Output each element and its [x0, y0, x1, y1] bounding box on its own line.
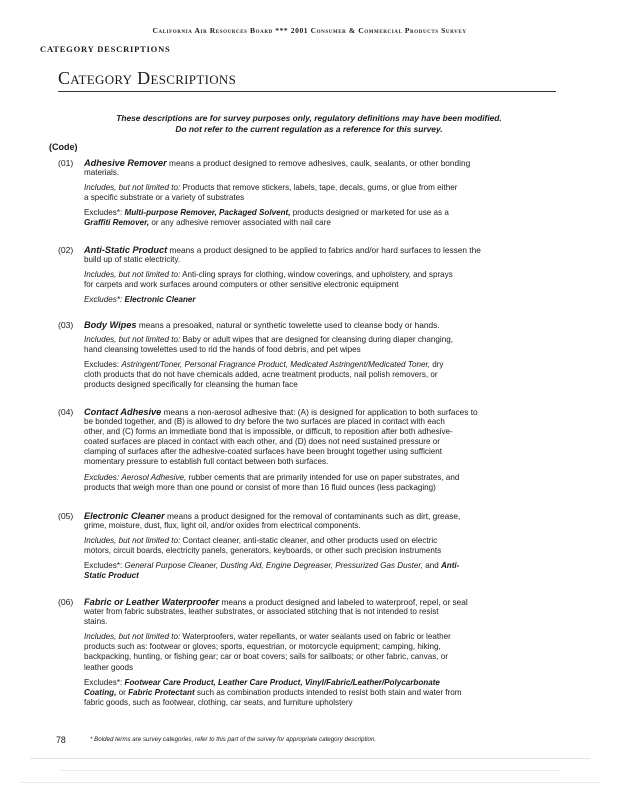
- category-06: [58, 597, 556, 708]
- excludes-cont: products that weigh more than one pound or consist of more than 16 fluid ounces (less packaging): [84, 482, 436, 492]
- title-rule: [58, 91, 556, 92]
- category-code: (02): [58, 245, 74, 255]
- category-02: [58, 245, 556, 305]
- category-term: Anti-Static Product: [84, 245, 168, 255]
- notice-block: [60, 113, 558, 135]
- codes-heading: (Code): [49, 142, 78, 152]
- notice-line-2: Do not refer to the current regulation as a reference for this survey.: [175, 124, 443, 134]
- category-term: Body Wipes: [84, 320, 137, 330]
- category-03: [58, 320, 556, 391]
- category-code: (03): [58, 320, 74, 330]
- excludes-cont-2: products designed specifically for cleansing the human face: [84, 380, 298, 390]
- includes-line: backpacking, hunting, or fishing gear; car or boat covers; sails for sailboats; or other fabric, canvas, or: [84, 652, 448, 662]
- excludes-cont: Coating, or Fabric Protectant such as combination products intended to resist both stain and water from: [84, 687, 462, 697]
- category-code: (05): [58, 511, 74, 521]
- definition-line: stains.: [84, 617, 108, 627]
- category-term: Electronic Cleaner: [84, 511, 165, 521]
- includes-line: Includes, but not limited to: Contact cleaner, anti-static cleaner, and other products used on electric: [84, 536, 438, 546]
- category-definition: means a product designed to remove adhesives, caulk, sealants, or other bonding: [169, 158, 471, 168]
- category-term: Fabric or Leather Waterproofer: [84, 597, 220, 607]
- excludes-line: Excludes*: Footwear Care Product, Leather Care Product, Vinyl/Fabric/Leather/Polycarbonate: [84, 677, 440, 687]
- footnote: * Bolded terms are survey categories, refer to this part of the survey for appropriate category description.: [90, 736, 377, 743]
- category-definition: means a product designed for the removal of contaminants such as dirt, grease,: [167, 511, 461, 521]
- definition-line: water from fabric substrates, leather substrates, or associated stitching that is not intended to resist: [84, 607, 439, 617]
- category-01: [58, 158, 556, 229]
- includes-line: leather goods: [84, 662, 134, 672]
- notice-line-1: These descriptions are for survey purposes only, regulatory definitions may have been modified.: [116, 113, 502, 123]
- category-definition: means a presoaked, natural or synthetic towelette used to cleanse body or hands.: [138, 320, 440, 330]
- category-definition: means a product designed and labeled to waterproof, repel, or seal: [221, 597, 468, 607]
- includes-cont: motors, circuit boards, electricity panels, generators, keyboards, or other such precision instruments: [84, 546, 442, 556]
- page-number: 78: [56, 735, 66, 745]
- category-code: (04): [58, 407, 74, 417]
- category-definition: means a non-aerosol adhesive that: (A) is designed for application to both surfaces to: [163, 407, 478, 417]
- definition-line: clamping of surfaces after the adhesive-coated surfaces have been brought together using sufficient: [84, 447, 442, 457]
- definition-line: coated surfaces are placed in contact with each other, and (D) does not need sustained pressure or: [84, 437, 440, 447]
- definition-cont: build up of static electricity.: [84, 255, 181, 265]
- category-code: (06): [58, 597, 74, 607]
- category-term: Contact Adhesive: [84, 407, 162, 417]
- definition-line: be bonded together, and (B) is allowed to dry before the two surfaces are placed in contact with each: [84, 417, 445, 427]
- category-04: [58, 407, 556, 493]
- excludes-line: Excludes: Aerosol Adhesive, rubber cements that are primarily intended for use on paper substrates, and: [84, 472, 460, 482]
- category-code: (01): [58, 158, 74, 168]
- excludes-cont-1: cloth products that do not have chemicals added, acne treatment products, nail polish removers, or: [84, 370, 438, 380]
- definition-line: other, and (C) forms an immediate bond that is impossible, or difficult, to reposition after both adhesive-: [84, 427, 453, 437]
- definition-line: momentary pressure to establish full contact between both surfaces.: [84, 457, 329, 467]
- category-definition: means a product designed to be applied to fabrics and/or hard surfaces to lessen the: [169, 245, 481, 255]
- section-tag: CATEGORY DESCRIPTIONS: [40, 44, 171, 54]
- excludes-line: Excludes*: Multi-purpose Remover, Packaged Solvent, products designed or marketed for use as a: [84, 208, 449, 218]
- includes-line: products such as: footwear or gloves; sports, equestrian, or motorcycle equipment; camping, hiking,: [84, 642, 441, 652]
- page-title: Category Descriptions: [58, 68, 237, 88]
- excludes-line: Excludes: Astringent/Toner, Personal Fragrance Product, Medicated Astringent/Medicated Toner, dry: [84, 360, 444, 370]
- excludes-cont: fabric goods, such as footwear, clothing, car seats, and furniture upholstery: [84, 697, 353, 707]
- includes-line: Includes, but not limited to: Waterproofers, water repellants, or water sealants used on fabric or leather: [84, 632, 451, 642]
- includes-line: Includes, but not limited to: Products that remove stickers, labels, tape, decals, gums, or glue from either: [84, 183, 458, 193]
- definition-cont: grime, moisture, dust, flux, light oil, and/or oxides from electrical components.: [84, 521, 361, 531]
- includes-cont: for carpets and work surfaces around computers or other sensitive electronic equipment: [84, 280, 399, 290]
- excludes-line: Excludes*: Electronic Cleaner: [84, 295, 196, 305]
- running-header: California Air Resources Board *** 2001 Consumer & Commercial Products Survey: [152, 26, 467, 35]
- includes-line: Includes, but not limited to: Anti-cling sprays for clothing, window coverings, and upholstery, and sprays: [84, 270, 453, 280]
- includes-cont: a specific substrate or a variety of substrates: [84, 193, 245, 203]
- category-05: [58, 511, 556, 582]
- includes-line: Includes, but not limited to: Baby or adult wipes that are designed for cleansing during diaper changing,: [84, 335, 453, 345]
- excludes-line: Excludes*: General Purpose Cleaner, Dusting Aid, Engine Degreaser, Pressurized Gas Duster, and Anti-: [84, 561, 460, 571]
- definition-cont: materials.: [84, 168, 120, 178]
- excludes-cont: Graffiti Remover, or any adhesive remover associated with nail care: [84, 218, 331, 228]
- excludes-cont: Static Product: [84, 571, 139, 581]
- category-term: Adhesive Remover: [84, 158, 167, 168]
- includes-cont: hand cleansing towelettes used to rid the hands of food debris, and pet wipes: [84, 345, 361, 355]
